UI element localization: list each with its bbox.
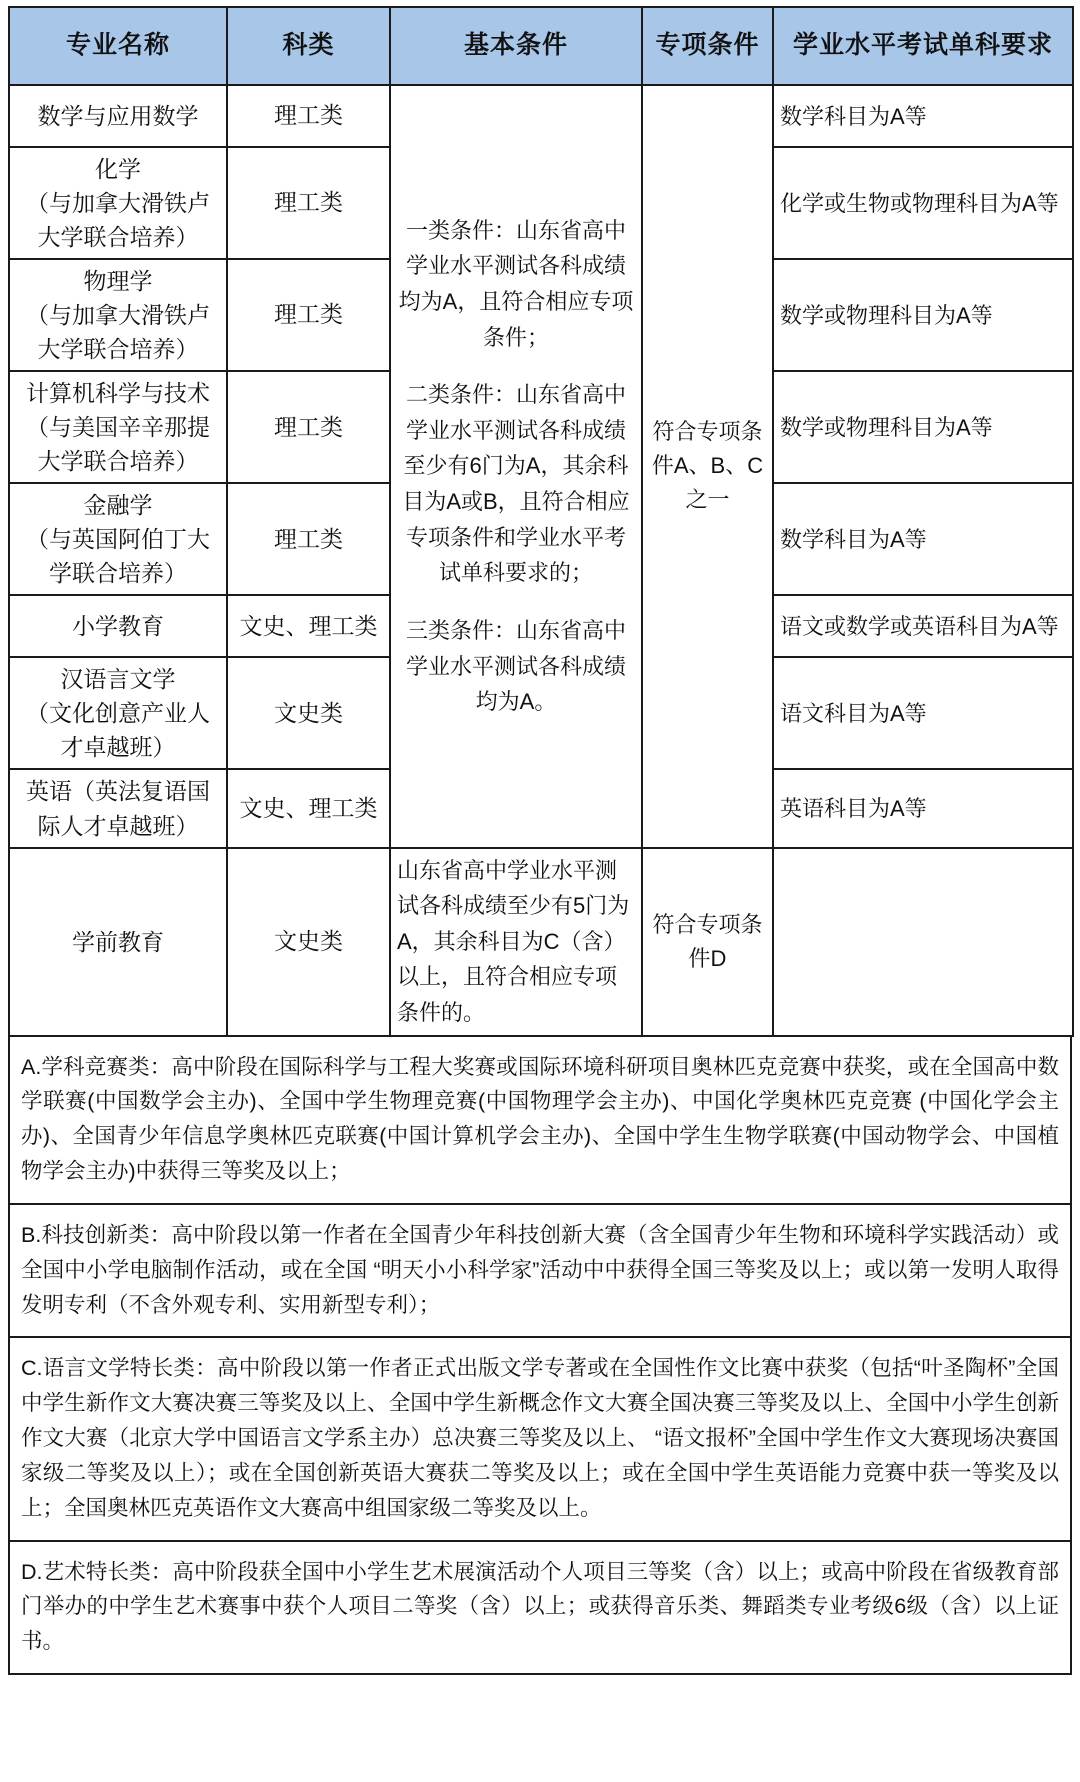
cell-category: 理工类 — [227, 147, 390, 259]
cell-subject-requirement: 数学或物理科目为A等 — [773, 371, 1073, 483]
cell-major-name: 汉语言文学 （文化创意产业人才卓越班） — [9, 657, 227, 769]
cell-subject-requirement: 数学科目为A等 — [773, 85, 1073, 147]
cell-special-conditions: 符合专项条件D — [642, 848, 773, 1036]
cell-major-name: 化学 （与加拿大滑铁卢大学联合培养） — [9, 147, 227, 259]
cell-subject-requirement: 化学或生物或物理科目为A等 — [773, 147, 1073, 259]
cell-subject-requirement: 数学科目为A等 — [773, 483, 1073, 595]
header-basic-conditions: 基本条件 — [390, 7, 642, 85]
note-row-b — [9, 1204, 1071, 1337]
majors-requirements-table — [8, 6, 1074, 1037]
special-conditions-notes-table — [8, 1035, 1072, 1675]
header-major-name: 专业名称 — [9, 7, 227, 85]
cell-major-name: 物理学 （与加拿大滑铁卢大学联合培养） — [9, 259, 227, 371]
cell-category: 理工类 — [227, 259, 390, 371]
cell-category: 文史类 — [227, 848, 390, 1036]
note-technology-innovation: B.科技创新类：高中阶段以第一作者在全国青少年科技创新大赛（含全国青少年生物和环境科学实践活动）或全国中小学电脑制作活动，或在全国 “明天小小科学家”活动中中获得全国三等奖及以上；或以第一发明人取得发明专利（不含外观专利、实用新型专利）； — [9, 1204, 1071, 1337]
basic-condition-tier-2: 二类条件：山东省高中学业水平测试各科成绩至少有6门为A，其余科目为A或B，且符合相应专项条件和学业水平考试单科要求的； — [402, 382, 630, 586]
table-row — [9, 85, 1073, 147]
cell-special-conditions: 符合专项条件A、B、C之一 — [642, 85, 773, 848]
cell-category: 理工类 — [227, 371, 390, 483]
cell-subject-requirement: 英语科目为A等 — [773, 769, 1073, 847]
note-row-c — [9, 1337, 1071, 1540]
basic-condition-tier-3: 三类条件：山东省高中学业水平测试各科成绩均为A。 — [405, 617, 626, 715]
table-row-preschool-education — [9, 848, 1073, 1036]
cell-basic-conditions: 山东省高中学业水平测试各科成绩至少有5门为A，其余科目为C（含）以上，且符合相应专项条件的。 — [390, 848, 642, 1036]
header-special-conditions: 专项条件 — [642, 7, 773, 85]
note-academic-competition: A.学科竞赛类：高中阶段在国际科学与工程大奖赛或国际环境科研项目奥林匹克竞赛中获奖，或在全国高中数学联赛(中国数学会主办)、全国中学生物理竞赛(中国物理学会主办)、中国化学奥林匹克竞赛 (中国化学会主办)、全国青少年信息学奥林匹克联赛(中国计算机学会主办)、全国中学生生物学联赛(中国动物学会、中国植物学会主办)中获得三等奖及以上； — [9, 1036, 1071, 1204]
cell-subject-requirement — [773, 848, 1073, 1036]
note-language-literature: C.语言文学特长类：高中阶段以第一作者正式出版文学专著或在全国性作文比赛中获奖（包括“叶圣陶杯”全国中学生新作文大赛决赛三等奖及以上、全国中学生新概念作文大赛全国决赛三等奖及以上、全国中小学生创新作文大赛（北京大学中国语言文学系主办）总决赛三等奖及以上、 “语文报杯”全国中学生作文大赛现场决赛国家级二等奖及以上）；或在全国创新英语大赛获二等奖及以上；或在全国中学生英语能力竞赛中获一等奖及以上；全国奥林匹克英语作文大赛高中组国家级二等奖及以上。 — [9, 1337, 1071, 1540]
cell-category: 理工类 — [227, 85, 390, 147]
cell-subject-requirement: 数学或物理科目为A等 — [773, 259, 1073, 371]
table-header-row — [9, 7, 1073, 85]
cell-subject-requirement: 语文或数学或英语科目为A等 — [773, 595, 1073, 657]
cell-major-name: 数学与应用数学 — [9, 85, 227, 147]
header-category: 科类 — [227, 7, 390, 85]
cell-category: 文史、理工类 — [227, 595, 390, 657]
cell-major-name: 学前教育 — [9, 848, 227, 1036]
cell-major-name: 小学教育 — [9, 595, 227, 657]
note-arts-specialty: D.艺术特长类：高中阶段获全国中小学生艺术展演活动个人项目三等奖（含）以上；或高中阶段在省级教育部门举办的中学生艺术赛事中获个人项目二等奖（含）以上；或获得音乐类、舞蹈类专业考级6级（含）以上证书。 — [9, 1541, 1071, 1674]
cell-basic-conditions — [390, 85, 642, 848]
cell-category: 文史、理工类 — [227, 769, 390, 847]
note-row-d — [9, 1541, 1071, 1674]
cell-category: 理工类 — [227, 483, 390, 595]
cell-subject-requirement: 语文科目为A等 — [773, 657, 1073, 769]
cell-major-name: 金融学 （与英国阿伯丁大学联合培养） — [9, 483, 227, 595]
cell-category: 文史类 — [227, 657, 390, 769]
header-subject-requirements: 学业水平考试单科要求 — [773, 7, 1073, 85]
cell-major-name: 英语（英法复语国际人才卓越班） — [9, 769, 227, 847]
basic-condition-tier-1: 一类条件：山东省高中学业水平测试各科成绩均为A，且符合相应专项条件； — [398, 217, 634, 350]
cell-major-name: 计算机科学与技术 （与美国辛辛那提大学联合培养） — [9, 371, 227, 483]
note-row-a — [9, 1036, 1071, 1204]
